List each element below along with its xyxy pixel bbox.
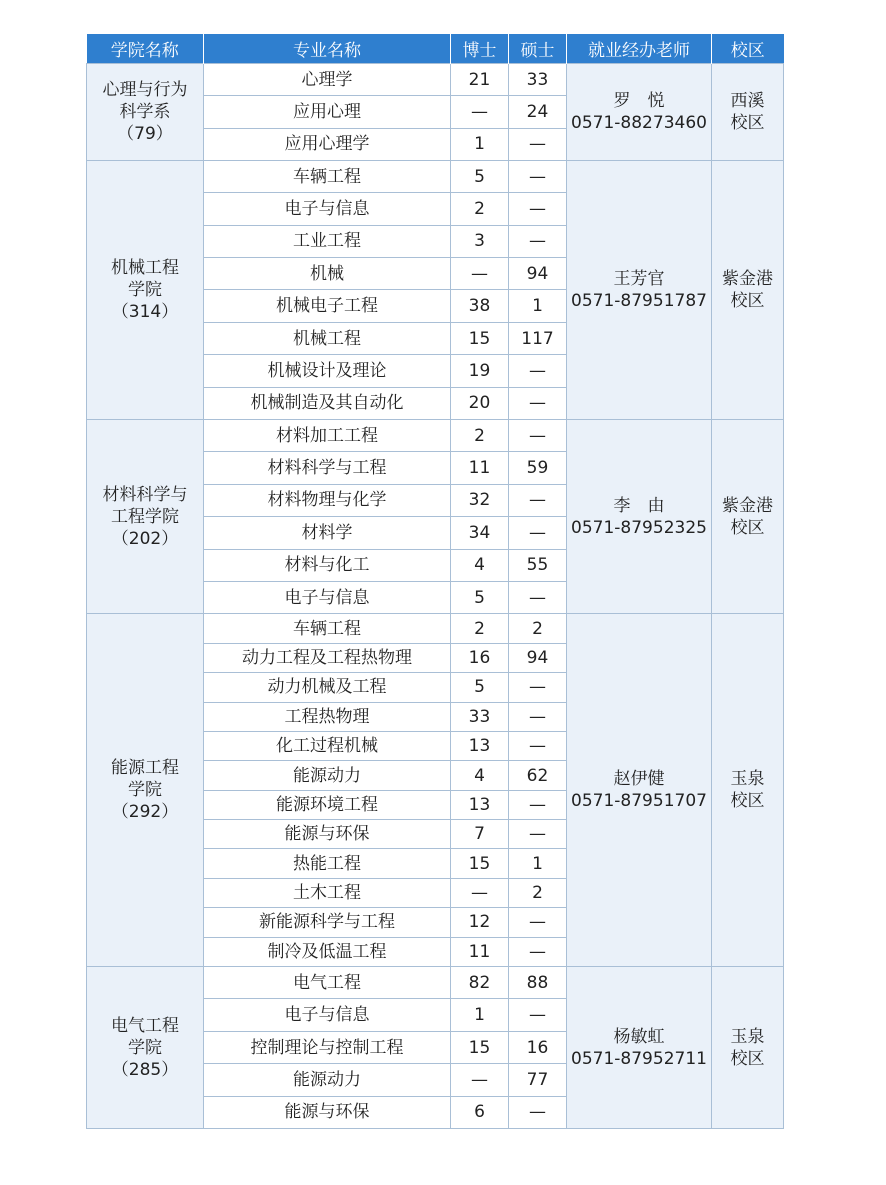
master-count-cell: 117 <box>509 322 567 354</box>
master-count-cell: — <box>509 387 567 419</box>
phd-count-cell: 5 <box>451 673 509 702</box>
major-cell: 材料物理与化学 <box>204 484 451 516</box>
header-phd: 博士 <box>451 34 509 64</box>
master-count-cell: 1 <box>509 849 567 878</box>
master-count-cell: 94 <box>509 258 567 290</box>
major-cell: 动力机械及工程 <box>204 673 451 702</box>
major-cell: 车辆工程 <box>204 614 451 643</box>
major-cell: 机械制造及其自动化 <box>204 387 451 419</box>
employment-table <box>86 34 784 1129</box>
phd-count-cell: 1 <box>451 128 509 160</box>
phd-count-cell: 21 <box>451 64 509 96</box>
phd-count-cell: 13 <box>451 790 509 819</box>
header-master: 硕士 <box>509 34 567 64</box>
major-cell: 材料与化工 <box>204 549 451 581</box>
master-count-cell: 88 <box>509 967 567 999</box>
phd-count-cell: — <box>451 258 509 290</box>
campus-line: 校区 <box>730 290 765 311</box>
teacher-name: 罗 悦 <box>613 90 665 111</box>
campus-cell <box>712 160 784 419</box>
table-row <box>87 64 784 96</box>
major-cell: 动力工程及工程热物理 <box>204 643 451 672</box>
college-name-line: 机械工程 <box>111 257 179 278</box>
phd-count-cell: 82 <box>451 967 509 999</box>
phd-count-cell: 15 <box>451 322 509 354</box>
master-count-cell: — <box>509 581 567 613</box>
master-count-cell: — <box>509 937 567 966</box>
master-count-cell: — <box>509 702 567 731</box>
teacher-phone: 0571-87951707 <box>571 791 707 812</box>
phd-count-cell: 6 <box>451 1096 509 1128</box>
major-cell: 制冷及低温工程 <box>204 937 451 966</box>
major-cell: 应用心理学 <box>204 128 451 160</box>
teacher-name: 王芳官 <box>613 268 665 289</box>
master-count-cell: — <box>509 908 567 937</box>
header-college: 学院名称 <box>87 34 204 64</box>
phd-count-cell: — <box>451 1064 509 1096</box>
phd-count-cell: 2 <box>451 193 509 225</box>
major-cell: 能源动力 <box>204 1064 451 1096</box>
teacher-phone: 0571-87952325 <box>571 517 707 538</box>
major-cell: 土木工程 <box>204 878 451 907</box>
master-count-cell: — <box>509 484 567 516</box>
teacher-cell <box>567 64 712 161</box>
master-count-cell: 94 <box>509 643 567 672</box>
master-count-cell: — <box>509 225 567 257</box>
major-cell: 机械设计及理论 <box>204 355 451 387</box>
major-cell: 新能源科学与工程 <box>204 908 451 937</box>
major-cell: 工业工程 <box>204 225 451 257</box>
teacher-phone: 0571-87952711 <box>571 1048 707 1069</box>
master-count-cell: 62 <box>509 761 567 790</box>
major-cell: 能源与环保 <box>204 1096 451 1128</box>
phd-count-cell: 2 <box>451 614 509 643</box>
college-name-line: （79） <box>117 123 173 144</box>
campus-cell <box>712 967 784 1129</box>
master-count-cell: 33 <box>509 64 567 96</box>
teacher-cell <box>567 614 712 967</box>
major-cell: 能源环境工程 <box>204 790 451 819</box>
college-name-line: （314） <box>111 301 179 322</box>
campus-line: 校区 <box>730 1048 765 1069</box>
master-count-cell: — <box>509 420 567 452</box>
college-name-line: 学院 <box>128 279 162 300</box>
campus-cell <box>712 420 784 614</box>
major-cell: 机械 <box>204 258 451 290</box>
phd-count-cell: 1 <box>451 999 509 1031</box>
phd-count-cell: 32 <box>451 484 509 516</box>
phd-count-cell: 33 <box>451 702 509 731</box>
major-cell: 心理学 <box>204 64 451 96</box>
campus-line: 校区 <box>730 517 765 538</box>
major-cell: 化工过程机械 <box>204 731 451 760</box>
phd-count-cell: 4 <box>451 549 509 581</box>
master-count-cell: — <box>509 128 567 160</box>
phd-count-cell: 4 <box>451 761 509 790</box>
table-row <box>87 160 784 192</box>
major-cell: 电子与信息 <box>204 581 451 613</box>
college-name-line: （292） <box>111 802 179 823</box>
college-name-line: 工程学院 <box>111 506 179 527</box>
header-campus: 校区 <box>712 34 784 64</box>
phd-count-cell: 19 <box>451 355 509 387</box>
master-count-cell: 2 <box>509 614 567 643</box>
major-cell: 应用心理 <box>204 96 451 128</box>
header-row <box>87 34 784 64</box>
phd-count-cell: 16 <box>451 643 509 672</box>
table-row <box>87 614 784 643</box>
header-teacher: 就业经办老师 <box>567 34 712 64</box>
table-body <box>87 64 784 1129</box>
phd-count-cell: 38 <box>451 290 509 322</box>
major-cell: 工程热物理 <box>204 702 451 731</box>
major-cell: 材料学 <box>204 517 451 549</box>
phd-count-cell: 5 <box>451 160 509 192</box>
phd-count-cell: 15 <box>451 1031 509 1063</box>
major-cell: 材料加工工程 <box>204 420 451 452</box>
major-cell: 电气工程 <box>204 967 451 999</box>
college-cell <box>87 160 204 419</box>
phd-count-cell: 13 <box>451 731 509 760</box>
major-cell: 能源动力 <box>204 761 451 790</box>
phd-count-cell: 15 <box>451 849 509 878</box>
campus-line: 校区 <box>730 112 765 133</box>
master-count-cell: 77 <box>509 1064 567 1096</box>
teacher-name: 杨敏虹 <box>613 1026 665 1047</box>
master-count-cell: — <box>509 790 567 819</box>
college-name-line: （202） <box>111 528 179 549</box>
phd-count-cell: 11 <box>451 937 509 966</box>
master-count-cell: 59 <box>509 452 567 484</box>
college-cell <box>87 967 204 1129</box>
master-count-cell: — <box>509 673 567 702</box>
master-count-cell: — <box>509 999 567 1031</box>
college-name-line: 电气工程 <box>111 1015 179 1036</box>
major-cell: 电子与信息 <box>204 999 451 1031</box>
college-cell <box>87 614 204 967</box>
major-cell: 控制理论与控制工程 <box>204 1031 451 1063</box>
campus-line: 校区 <box>730 791 765 812</box>
major-cell: 机械电子工程 <box>204 290 451 322</box>
phd-count-cell: 11 <box>451 452 509 484</box>
phd-count-cell: 20 <box>451 387 509 419</box>
campus-cell <box>712 614 784 967</box>
major-cell: 机械工程 <box>204 322 451 354</box>
campus-line: 紫金港 <box>722 495 773 516</box>
phd-count-cell: 34 <box>451 517 509 549</box>
campus-line: 玉泉 <box>730 769 765 790</box>
master-count-cell: 24 <box>509 96 567 128</box>
table-row <box>87 967 784 999</box>
campus-cell <box>712 64 784 161</box>
campus-line: 紫金港 <box>722 268 773 289</box>
college-name-line: 能源工程 <box>111 758 179 779</box>
phd-count-cell: 2 <box>451 420 509 452</box>
college-name-line: 科学系 <box>119 101 171 122</box>
major-cell: 材料科学与工程 <box>204 452 451 484</box>
college-cell <box>87 420 204 614</box>
phd-count-cell: 3 <box>451 225 509 257</box>
major-cell: 车辆工程 <box>204 160 451 192</box>
college-name-line: （285） <box>111 1059 179 1080</box>
table-row <box>87 420 784 452</box>
teacher-cell <box>567 967 712 1129</box>
master-count-cell: — <box>509 193 567 225</box>
major-cell: 能源与环保 <box>204 820 451 849</box>
master-count-cell: 1 <box>509 290 567 322</box>
teacher-phone: 0571-87951787 <box>571 290 707 311</box>
phd-count-cell: 12 <box>451 908 509 937</box>
major-cell: 热能工程 <box>204 849 451 878</box>
master-count-cell: 55 <box>509 549 567 581</box>
master-count-cell: — <box>509 820 567 849</box>
master-count-cell: 2 <box>509 878 567 907</box>
phd-count-cell: 5 <box>451 581 509 613</box>
teacher-cell <box>567 160 712 419</box>
master-count-cell: — <box>509 1096 567 1128</box>
major-cell: 电子与信息 <box>204 193 451 225</box>
campus-line: 西溪 <box>730 90 765 111</box>
master-count-cell: — <box>509 160 567 192</box>
master-count-cell: 16 <box>509 1031 567 1063</box>
college-name-line: 材料科学与 <box>102 484 188 505</box>
master-count-cell: — <box>509 355 567 387</box>
teacher-name: 赵伊健 <box>613 769 665 790</box>
master-count-cell: — <box>509 517 567 549</box>
header-major: 专业名称 <box>204 34 451 64</box>
teacher-cell <box>567 420 712 614</box>
teacher-phone: 0571-88273460 <box>571 112 707 133</box>
teacher-name: 李 由 <box>613 495 665 516</box>
college-name-line: 心理与行为 <box>102 79 188 100</box>
college-name-line: 学院 <box>128 1037 162 1058</box>
campus-line: 玉泉 <box>730 1026 765 1047</box>
phd-count-cell: — <box>451 878 509 907</box>
phd-count-cell: 7 <box>451 820 509 849</box>
phd-count-cell: — <box>451 96 509 128</box>
master-count-cell: — <box>509 731 567 760</box>
college-cell <box>87 64 204 161</box>
college-name-line: 学院 <box>128 780 162 801</box>
